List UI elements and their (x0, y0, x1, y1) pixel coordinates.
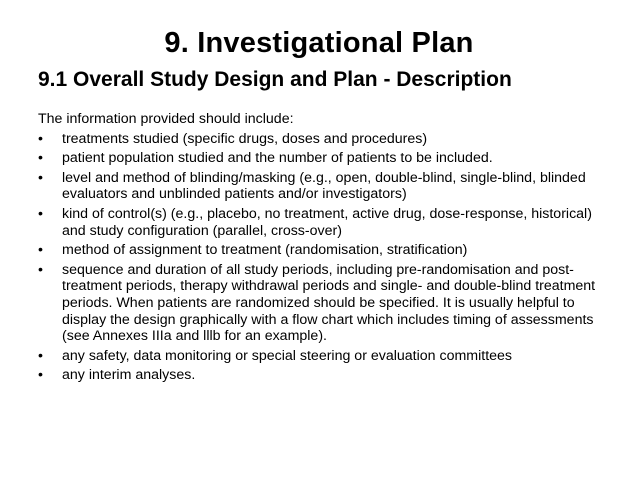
intro-text: The information provided should include: (38, 111, 294, 127)
list-item-text: level and method of blinding/masking (e.g., open, double-blind, single-blind, blinded evaluators and unblinded patients and/or investigators) (62, 169, 586, 203)
list-item (38, 131, 598, 148)
bullet-icon: • (38, 242, 43, 259)
bullet-icon: • (38, 130, 43, 147)
list-item (38, 367, 598, 384)
list-item-text: method of assignment to treatment (randomisation, stratification) (62, 242, 468, 259)
bullet-list (38, 131, 598, 384)
list-item (38, 348, 598, 365)
bullet-icon: • (38, 367, 43, 384)
list-item-text: sequence and duration of all study periods, including pre-randomisation and post-treatment periods, therapy withdrawal periods and single- and double-blind treatment periods. When patients are randomized should be specified. It is usually helpful to display the design graphically with a flow chart which includes timing of assessments (see Annexes IIIa and lllb for an example). (62, 261, 596, 345)
list-item (38, 262, 598, 345)
bullet-icon: • (38, 150, 43, 167)
slide-subtitle: 9.1 Overall Study Design and Plan - Description (38, 68, 512, 91)
list-item-text: any safety, data monitoring or special steering or evaluation committees (62, 347, 513, 364)
bullet-icon: • (38, 347, 43, 364)
slide-title: 9. Investigational Plan (164, 27, 474, 59)
list-item (38, 206, 598, 239)
list-item (38, 170, 598, 203)
bullet-icon: • (38, 261, 43, 278)
bullet-icon: • (38, 205, 43, 222)
list-item-text: any interim analyses. (62, 367, 196, 384)
list-item-text: kind of control(s) (e.g., placebo, no treatment, active drug, dose-response, historical) and study configuration (parallel, cross-over) (62, 205, 592, 239)
slide-body (38, 111, 598, 387)
bullet-icon: • (38, 169, 43, 186)
list-item-text: treatments studied (specific drugs, doses and procedures) (62, 130, 428, 147)
list-item (38, 242, 598, 259)
list-item-text: patient population studied and the number of patients to be included. (62, 150, 493, 167)
list-item (38, 150, 598, 167)
